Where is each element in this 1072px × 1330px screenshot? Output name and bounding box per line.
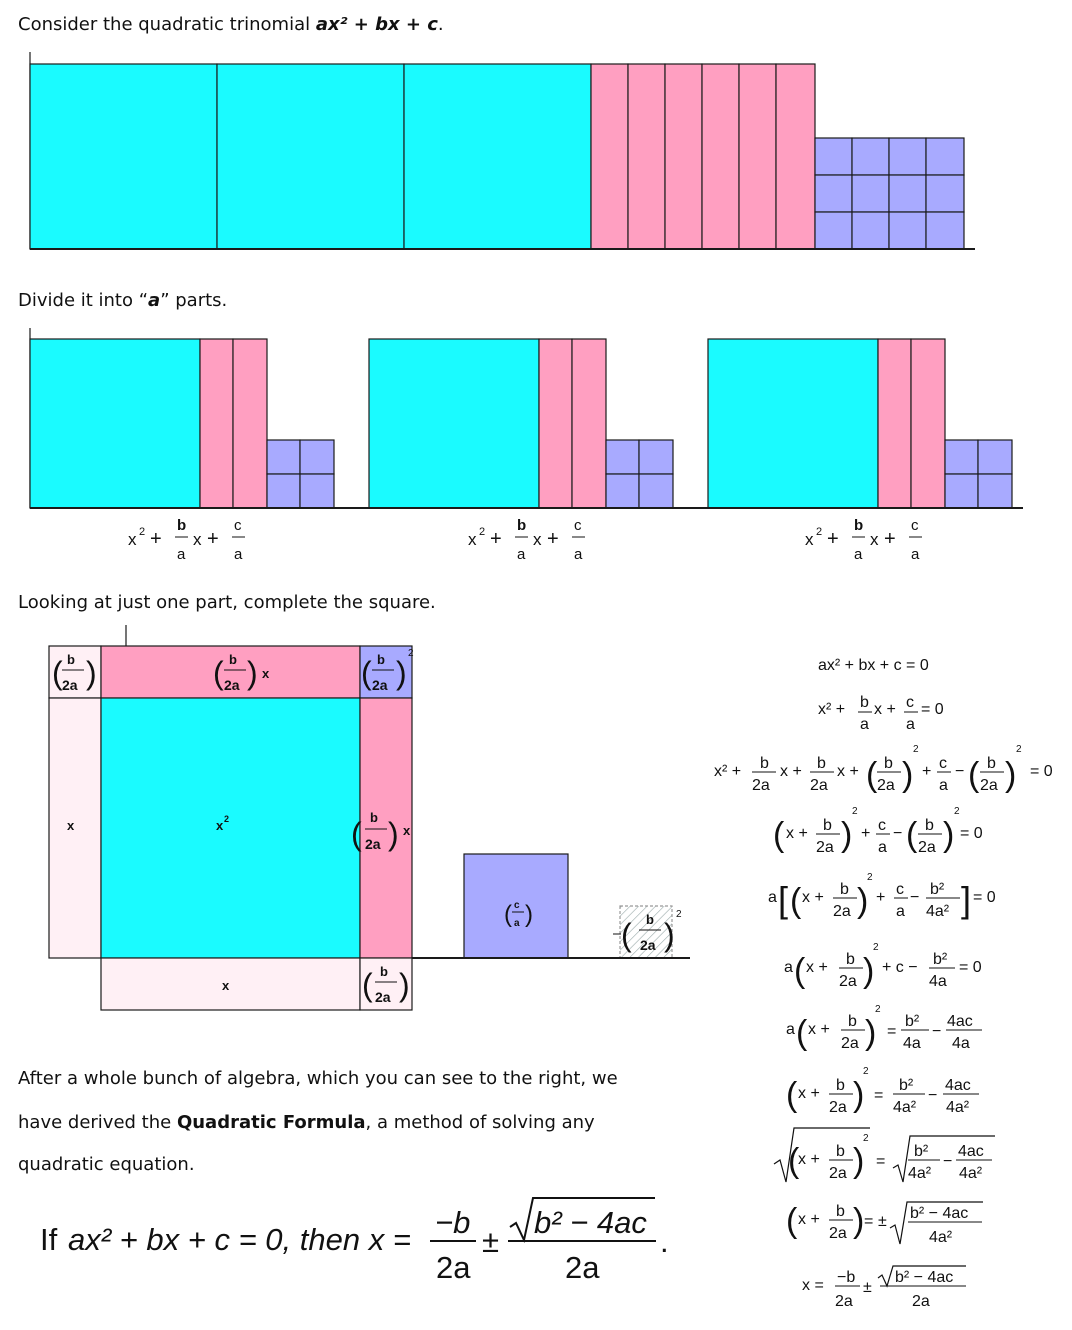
step-6 xyxy=(784,942,982,990)
svg-text:c: c xyxy=(514,900,520,911)
x2-block xyxy=(404,64,591,249)
svg-text:x² +: x² + xyxy=(714,763,742,780)
svg-text:c: c xyxy=(911,517,919,534)
svg-text:−: − xyxy=(910,889,920,906)
svg-text:x +: x + xyxy=(798,1211,820,1228)
divide-suffix: ” parts. xyxy=(160,290,228,311)
svg-text:+: + xyxy=(922,763,932,780)
conclusion-bold: Quadratic Formula xyxy=(176,1112,366,1133)
svg-text:b: b xyxy=(987,755,996,772)
svg-text:b²: b² xyxy=(930,881,945,898)
svg-text:(: ( xyxy=(796,1014,808,1052)
svg-text:a: a xyxy=(177,546,186,563)
svg-text:2: 2 xyxy=(852,806,858,817)
svg-text:+: + xyxy=(150,528,162,550)
svg-text:b: b xyxy=(846,951,855,968)
formula-pm: ± xyxy=(482,1224,500,1259)
svg-text:a: a xyxy=(768,889,777,906)
svg-text:2a: 2a xyxy=(980,777,998,794)
svg-text:b: b xyxy=(517,517,527,534)
svg-text:): ) xyxy=(853,1142,865,1180)
svg-text:4a: 4a xyxy=(952,1035,970,1052)
svg-text:2a: 2a xyxy=(375,989,391,1005)
svg-text:x: x xyxy=(262,666,270,681)
svg-text:b: b xyxy=(370,810,378,825)
svg-text:): ) xyxy=(841,816,853,854)
svg-text:2a: 2a xyxy=(752,777,770,794)
svg-text:(: ( xyxy=(52,655,63,691)
svg-text:2: 2 xyxy=(875,1004,881,1015)
svg-text:a: a xyxy=(939,777,948,794)
svg-text:2a: 2a xyxy=(816,839,834,856)
svg-text:= 0: = 0 xyxy=(1030,763,1053,780)
step-9 xyxy=(774,1128,995,1182)
svg-text:): ) xyxy=(247,655,258,691)
svg-text:+: + xyxy=(861,825,871,842)
svg-text:2a: 2a xyxy=(372,677,388,693)
svg-text:±: ± xyxy=(863,1279,872,1296)
svg-text:): ) xyxy=(865,1014,877,1052)
svg-text:2a: 2a xyxy=(829,1225,847,1242)
svg-text:2a: 2a xyxy=(912,1293,930,1310)
svg-text:(: ( xyxy=(351,816,362,852)
svg-text:2a: 2a xyxy=(829,1099,847,1116)
svg-text:(: ( xyxy=(866,756,878,794)
svg-text:): ) xyxy=(863,952,875,990)
part-1 xyxy=(30,339,334,508)
svg-text:(: ( xyxy=(773,816,785,854)
svg-text:b: b xyxy=(817,755,826,772)
svg-text:+: + xyxy=(884,528,896,550)
svg-text:+: + xyxy=(547,528,559,550)
svg-text:): ) xyxy=(943,816,955,854)
part-labels xyxy=(128,517,922,563)
svg-text:2a: 2a xyxy=(839,973,857,990)
svg-text:2: 2 xyxy=(1016,744,1022,755)
step-2 xyxy=(818,694,944,733)
svg-text:): ) xyxy=(853,1076,865,1114)
svg-text:b²: b² xyxy=(905,1013,920,1030)
svg-text:a: a xyxy=(854,546,863,563)
divided-diagram xyxy=(30,328,1023,508)
label-x-bottom: x xyxy=(222,978,230,993)
part-label xyxy=(805,517,922,563)
svg-text:a: a xyxy=(517,546,526,563)
svg-text:2a: 2a xyxy=(835,1293,853,1310)
svg-text:2: 2 xyxy=(863,1066,869,1077)
svg-text:+: + xyxy=(207,528,219,550)
svg-text:2a: 2a xyxy=(877,777,895,794)
svg-text:2: 2 xyxy=(816,526,823,538)
step-1: ax² + bx + c = 0 xyxy=(818,657,929,674)
svg-text:x =: x = xyxy=(802,1277,824,1294)
svg-text:): ) xyxy=(902,756,914,794)
svg-text:c: c xyxy=(878,817,886,834)
svg-text:b² − 4ac: b² − 4ac xyxy=(910,1205,969,1222)
svg-text:2: 2 xyxy=(954,806,960,817)
formula-period: . xyxy=(660,1224,669,1259)
svg-text:= 0: = 0 xyxy=(921,701,944,718)
svg-text:b: b xyxy=(177,517,187,534)
svg-text:2a: 2a xyxy=(833,903,851,920)
trinomial-diagram xyxy=(30,52,975,249)
x-strip xyxy=(591,64,628,249)
svg-text:a: a xyxy=(784,959,793,976)
svg-text:a: a xyxy=(786,1021,795,1038)
svg-text:−b: −b xyxy=(837,1269,856,1286)
svg-text:2a: 2a xyxy=(640,937,656,953)
svg-text:2a: 2a xyxy=(829,1165,847,1182)
step-8 xyxy=(786,1066,979,1116)
svg-text:2: 2 xyxy=(139,526,146,538)
svg-text:): ) xyxy=(857,882,869,920)
svg-text:]: ] xyxy=(961,879,972,920)
svg-text:(: ( xyxy=(504,901,512,928)
intro-suffix: . xyxy=(437,14,444,35)
x-strip xyxy=(702,64,739,249)
svg-text:−: − xyxy=(893,825,903,842)
svg-text:b²: b² xyxy=(914,1143,929,1160)
svg-text:b²: b² xyxy=(933,951,948,968)
left-strip xyxy=(49,698,101,958)
svg-text:b: b xyxy=(760,755,769,772)
svg-text:c: c xyxy=(906,694,914,711)
svg-text:−: − xyxy=(932,1023,942,1040)
x2-block xyxy=(217,64,404,249)
svg-text:=: = xyxy=(864,1213,874,1230)
svg-text:2: 2 xyxy=(863,1133,869,1144)
part-label xyxy=(128,517,245,563)
intro-prefix: Consider the quadratic trinomial xyxy=(18,14,316,35)
derivation-steps xyxy=(714,657,1053,1310)
svg-text:b: b xyxy=(848,1013,857,1030)
svg-text:b: b xyxy=(925,817,934,834)
x-strip xyxy=(665,64,702,249)
intro-expression: ax² + bx + c xyxy=(315,14,438,35)
svg-text:= 0: = 0 xyxy=(973,889,996,906)
step-7 xyxy=(786,1004,982,1052)
conclusion-suffix: , a method of solving any xyxy=(365,1112,595,1133)
svg-text:x: x xyxy=(805,530,814,549)
svg-text:b: b xyxy=(836,1143,845,1160)
svg-text:−: − xyxy=(943,1153,953,1170)
svg-text:x +: x + xyxy=(874,701,896,718)
svg-text:b: b xyxy=(380,964,388,979)
svg-text:4a²: 4a² xyxy=(908,1165,932,1182)
step-11 xyxy=(802,1266,966,1310)
x-strip xyxy=(739,64,776,249)
svg-text:(: ( xyxy=(794,952,806,990)
divide-prefix: Divide it into “ xyxy=(18,290,149,311)
svg-text:c: c xyxy=(896,881,904,898)
svg-text:4a²: 4a² xyxy=(893,1099,917,1116)
svg-text:±: ± xyxy=(878,1213,887,1230)
svg-text:4a²: 4a² xyxy=(929,1229,953,1246)
conclusion-prefix: have derived the xyxy=(18,1112,177,1133)
svg-text:b: b xyxy=(836,1077,845,1094)
svg-text:a: a xyxy=(860,716,869,733)
svg-text:b: b xyxy=(67,652,75,667)
formula-lhs: ax² + bx + c = 0, then x = xyxy=(68,1222,411,1257)
svg-text:b: b xyxy=(229,652,237,667)
svg-text:−: − xyxy=(928,1087,938,1104)
svg-text:4a²: 4a² xyxy=(959,1165,983,1182)
svg-text:b²: b² xyxy=(899,1077,914,1094)
svg-text:a: a xyxy=(878,839,887,856)
svg-text:): ) xyxy=(525,901,533,928)
svg-text:x: x xyxy=(468,530,477,549)
svg-text:4a: 4a xyxy=(929,973,947,990)
svg-text:b² − 4ac: b² − 4ac xyxy=(895,1269,954,1286)
formula-numerator-b: −b xyxy=(435,1205,471,1240)
svg-text:): ) xyxy=(86,655,97,691)
step-5 xyxy=(768,872,996,920)
svg-text:4a²: 4a² xyxy=(926,903,950,920)
svg-text:2: 2 xyxy=(867,872,873,883)
svg-text:(: ( xyxy=(213,655,224,691)
svg-text:x +: x + xyxy=(802,889,824,906)
svg-text:2a: 2a xyxy=(918,839,936,856)
svg-text:2a: 2a xyxy=(810,777,828,794)
x-strip xyxy=(776,64,815,249)
svg-text:x² +: x² + xyxy=(818,701,846,718)
svg-text:x: x xyxy=(403,823,411,838)
label-x-left: x xyxy=(67,818,75,833)
svg-text:c: c xyxy=(939,755,947,772)
svg-text:x +: x + xyxy=(780,763,802,780)
svg-text:x +: x + xyxy=(798,1151,820,1168)
svg-text:=: = xyxy=(874,1087,884,1104)
svg-text:(: ( xyxy=(968,756,980,794)
svg-text:4a: 4a xyxy=(903,1035,921,1052)
label-x-squared-exp: 2 xyxy=(224,814,230,824)
svg-text:b: b xyxy=(646,912,654,927)
step-4 xyxy=(773,806,983,856)
svg-text:b: b xyxy=(823,817,832,834)
svg-text:(: ( xyxy=(621,917,632,953)
svg-text:2: 2 xyxy=(913,744,919,755)
label-x-squared: x xyxy=(216,818,224,833)
svg-text:): ) xyxy=(664,917,675,953)
x2-block xyxy=(30,64,217,249)
svg-text:x +: x + xyxy=(808,1021,830,1038)
step-3 xyxy=(714,744,1053,794)
svg-text:+: + xyxy=(827,528,839,550)
conclusion-line-1: After a whole bunch of algebra, which you can see to the right, we xyxy=(18,1068,618,1089)
x-strip xyxy=(628,64,665,249)
svg-text:(: ( xyxy=(790,882,802,920)
bottom-strip xyxy=(101,958,360,1010)
svg-text:=: = xyxy=(876,1153,886,1170)
svg-text:(: ( xyxy=(788,1142,800,1180)
svg-text:4a²: 4a² xyxy=(946,1099,970,1116)
x2-square xyxy=(101,698,360,958)
svg-text:b: b xyxy=(836,1203,845,1220)
svg-text:x: x xyxy=(870,530,879,549)
svg-text:(: ( xyxy=(362,967,373,1003)
svg-text:): ) xyxy=(1005,756,1017,794)
svg-text:): ) xyxy=(853,1202,865,1240)
svg-text:+ c −: + c − xyxy=(882,959,918,976)
formula-denominator: 2a xyxy=(436,1250,471,1285)
svg-text:(: ( xyxy=(361,655,372,691)
formula-radicand: b² − 4ac xyxy=(534,1205,647,1240)
part-3 xyxy=(708,339,1012,508)
svg-text:): ) xyxy=(396,655,407,691)
svg-text:x: x xyxy=(193,530,202,549)
svg-text:c: c xyxy=(234,517,242,534)
svg-text:[: [ xyxy=(778,879,789,920)
svg-text:a: a xyxy=(234,546,243,563)
svg-text:4ac: 4ac xyxy=(947,1013,973,1030)
svg-text:2a: 2a xyxy=(224,677,240,693)
svg-text:2a: 2a xyxy=(365,836,381,852)
quadratic-formula xyxy=(40,1198,669,1285)
step-10 xyxy=(786,1202,983,1246)
svg-text:4ac: 4ac xyxy=(958,1143,984,1160)
svg-text:a: a xyxy=(911,546,920,563)
svg-text:4ac: 4ac xyxy=(945,1077,971,1094)
svg-text:b: b xyxy=(377,652,385,667)
svg-text:2: 2 xyxy=(408,648,414,659)
svg-text:x: x xyxy=(533,530,542,549)
complete-square-text: Looking at just one part, complete the square. xyxy=(18,592,436,613)
svg-text:a: a xyxy=(574,546,583,563)
svg-text:x +: x + xyxy=(806,959,828,976)
svg-text:2a: 2a xyxy=(62,677,78,693)
svg-text:b: b xyxy=(860,694,869,711)
svg-text:2: 2 xyxy=(479,526,486,538)
svg-text:a: a xyxy=(896,903,905,920)
svg-text:c: c xyxy=(574,517,582,534)
svg-text:(: ( xyxy=(906,816,918,854)
conclusion-line-3: quadratic equation. xyxy=(18,1154,195,1175)
svg-text:x +: x + xyxy=(837,763,859,780)
svg-text:(: ( xyxy=(786,1202,798,1240)
svg-text:a: a xyxy=(514,918,520,929)
svg-text:): ) xyxy=(388,816,399,852)
svg-text:x +: x + xyxy=(786,825,808,842)
svg-text:2: 2 xyxy=(676,909,682,920)
svg-text:+: + xyxy=(876,889,886,906)
svg-text:b: b xyxy=(840,881,849,898)
part-label xyxy=(468,517,585,563)
svg-text:2a: 2a xyxy=(841,1035,859,1052)
svg-text:(: ( xyxy=(786,1076,798,1114)
svg-text:b: b xyxy=(884,755,893,772)
svg-text:−: − xyxy=(955,763,965,780)
formula-denominator-2: 2a xyxy=(565,1250,600,1285)
svg-text:): ) xyxy=(399,967,410,1003)
svg-text:x: x xyxy=(128,530,137,549)
svg-text:2: 2 xyxy=(873,942,879,953)
svg-text:= 0: = 0 xyxy=(959,959,982,976)
svg-text:x +: x + xyxy=(798,1085,820,1102)
svg-text:a: a xyxy=(906,716,915,733)
formula-if: If xyxy=(40,1222,58,1257)
unit-grid xyxy=(815,138,964,249)
svg-text:+: + xyxy=(490,528,502,550)
divide-var: a xyxy=(148,290,161,311)
svg-text:b: b xyxy=(854,517,864,534)
part-2 xyxy=(369,339,673,508)
svg-text:= 0: = 0 xyxy=(960,825,983,842)
svg-text:=: = xyxy=(887,1023,897,1040)
